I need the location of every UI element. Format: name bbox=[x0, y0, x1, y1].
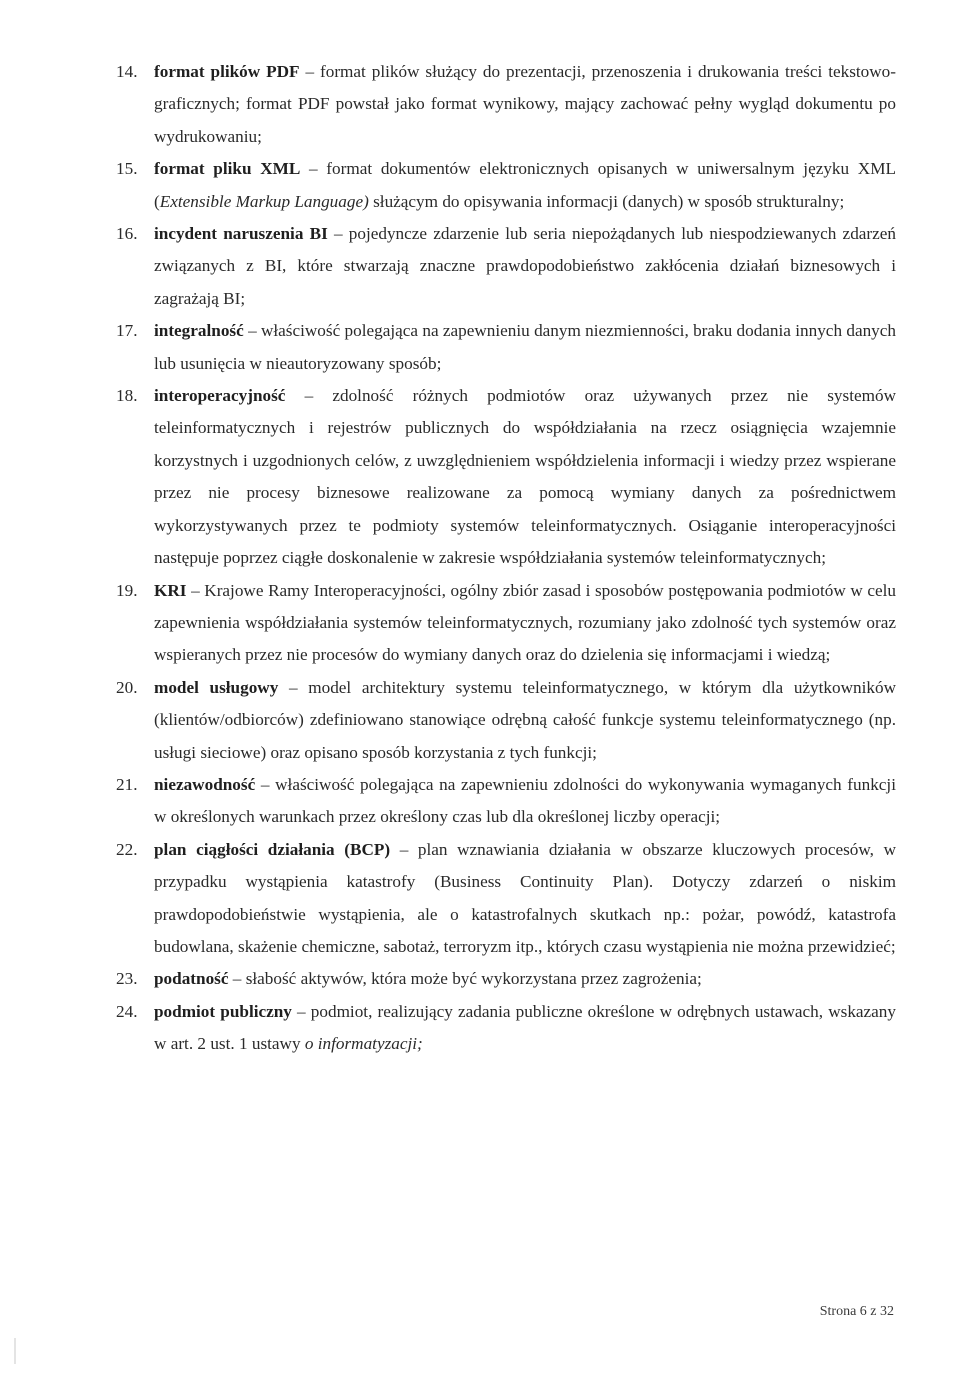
definition-item bbox=[116, 56, 896, 153]
definition-term: interoperacyjność bbox=[154, 386, 286, 406]
definition-number: 21. bbox=[116, 774, 138, 794]
definition-text: służącym do opisywania informacji (danych) w sposób strukturalny; bbox=[368, 191, 845, 211]
definition-term: format pliku XML bbox=[154, 159, 301, 179]
definition-item bbox=[116, 153, 896, 218]
definition-term: plan ciągłości działania (BCP) bbox=[154, 839, 391, 859]
definition-number: 19. bbox=[116, 580, 138, 600]
definition-text: – słabość aktywów, która może być wykorzystana przez zagrożenia; bbox=[228, 969, 702, 989]
definition-number: 24. bbox=[116, 1001, 138, 1021]
definition-text-italic: Extensible Markup Language) bbox=[159, 191, 369, 211]
definition-number: 22. bbox=[116, 839, 138, 859]
definition-number: 20. bbox=[116, 677, 138, 697]
definition-term: integralność bbox=[154, 321, 244, 341]
definition-number: 15. bbox=[116, 159, 138, 179]
scan-margin-mark bbox=[14, 1338, 16, 1364]
definition-term: model usługowy bbox=[154, 677, 279, 697]
definition-text: – pojedyncze zdarzenie lub seria niepożądanych lub niespodziewanych zdarzeń związanych z BI, które stwarzają znaczne prawdopodobieństwo zakłócenia działań biznesowych i zagrażają BI; bbox=[154, 224, 896, 308]
definition-term: incydent naruszenia BI bbox=[154, 224, 328, 244]
definition-text: – plan wznawiania działania w obszarze kluczowych procesów, w przypadku wystąpienia katastrofy (Business Continuity Plan). Dotyczy zdarzeń o niskim prawdopodobieństwie wystąpienia, ale o katastrofalnych skutkach np.: pożar, powódź, katastrofa budowlana, skażenie chemiczne, sabotaż, terroryzm itp., których czasu wystąpienia nie można przewidzieć; bbox=[154, 839, 896, 956]
definitions-list bbox=[116, 56, 896, 1061]
definition-term: format plików PDF bbox=[154, 62, 300, 81]
definition-text: – właściwość polegająca na zapewnieniu zdolności do wykonywania wymaganych funkcji w określonych warunkach przez określony czas lub dla określonej liczby operacji; bbox=[154, 774, 896, 827]
definition-text: – Krajowe Ramy Interoperacyjności, ogólny zbiór zasad i sposobów postępowania podmiotów w celu zapewnienia współdziałania systemów teleinformatycznych, rozumiany jako zdolność tych systemów oraz wspieranych przez nie procesów do wymiany danych oraz do dzielenia się informacjami i wiedzą; bbox=[154, 580, 896, 665]
definition-term: podatność bbox=[154, 969, 229, 989]
definition-number: 18. bbox=[116, 386, 138, 406]
definition-term: podmiot publiczny bbox=[154, 1001, 292, 1021]
definition-item bbox=[116, 996, 896, 1061]
definition-text: – zdolność różnych podmiotów oraz używanych przez nie systemów teleinformatycznych i rejestrów publicznych do współdziałania na rzecz osiągnięcia wzajemnie korzystnych i uzgodnionych celów, z uwzględnieniem współdzielenia informacji i wiedzy przez wspierane przez nie procesy biznesowe realizowane za pomocą wymiany danych za pośrednictwem wykorzystywanych przez te podmioty systemów teleinformatycznych. Osiąganie interoperacyjności następuje poprzez ciągłe doskonalenie w zakresie współdziałania systemów teleinformatycznych; bbox=[154, 386, 896, 568]
definition-number: 23. bbox=[116, 969, 138, 989]
definition-text: – format dokumentów elektronicznych opisanych w uniwersalnym języku XML ( bbox=[154, 159, 896, 211]
definition-item bbox=[116, 315, 896, 380]
definition-item bbox=[116, 575, 896, 672]
definition-text: – właściwość polegająca na zapewnieniu danym niezmienności, braku dodania innych danych lub usunięcia w nieautoryzowany sposób; bbox=[154, 321, 896, 373]
definition-number: 17. bbox=[116, 321, 138, 341]
definition-item bbox=[116, 769, 896, 834]
definition-item bbox=[116, 834, 896, 964]
definition-number: 14. bbox=[116, 62, 138, 81]
definition-term: niezawodność bbox=[154, 774, 256, 794]
definition-text: – format plików służący do prezentacji, przenoszenia i drukowania treści tekstowo-graficznych; format PDF powstał jako format wynikowy, mający zachować pełny wygląd dokumentu po wydrukowaniu; bbox=[154, 62, 896, 146]
definition-item bbox=[116, 380, 896, 574]
page-number: Strona 6 z 32 bbox=[819, 1304, 894, 1319]
definition-term: KRI bbox=[154, 580, 187, 600]
definition-text: – podmiot, realizujący zadania publiczne określone w odrębnych ustawach, wskazany w art. 2 ust. 1 ustawy bbox=[154, 1001, 896, 1054]
definition-item bbox=[116, 218, 896, 315]
definition-item bbox=[116, 672, 896, 769]
definition-number: 16. bbox=[116, 224, 138, 244]
definition-item bbox=[116, 963, 896, 995]
definition-text: – model architektury systemu teleinformatycznego, w którym dla użytkowników (klientów/odbiorców) zdefiniowano stanowiące odrębną całość funkcje systemu teleinformatycznego (np. usługi sieciowe) oraz opisano sposób korzystania z tych funkcji; bbox=[154, 677, 896, 762]
definition-text-italic: o informatyzacji; bbox=[304, 1034, 423, 1054]
